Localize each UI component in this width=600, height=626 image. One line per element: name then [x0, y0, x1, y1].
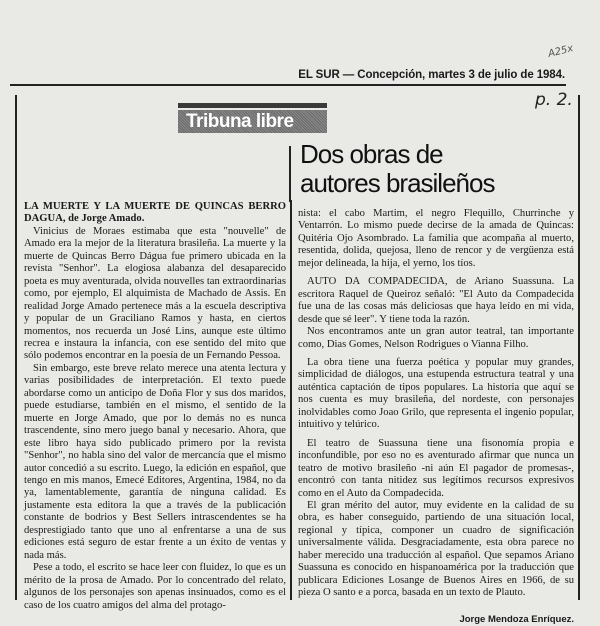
paragraph: nista: el cabo Martim, el negro Flequillo, Churrinche y Ventarrón. Lo mismo puede decirse de la amada de Quincas: Quitéria Ojo Asombrado. La familia que acompaña al muerto, resentida, dolida, quejosa, lleno de rencor y de vergüenza está mejor delineada, la hija, el yerno, los tíos. — [298, 208, 574, 269]
banner-bar — [178, 103, 327, 108]
article-title-line: autores brasileños — [300, 168, 495, 198]
frame-left-rule — [15, 95, 17, 600]
paragraph: El gran mérito del autor, muy evidente en la calidad de su obra, es haber conseguido, partiendo de una situación local, regional y típica, componer un cuadro de significación universalmente válida. Desgraciadamente, esta obra parece no haber merecido una traducción al español. Que sepamos Ariano Suassuna es conocido en hispanoamérica por la traducción que publicara Ediciones Losange de Buenos Aires en 1966, de su pieza O santo e a porca, basada en un texto de Plauto. — [298, 499, 574, 599]
paragraph: Pese a todo, el escrito se hace leer con fluidez, lo que es un mérito de la prosa de Amado. Por lo concentrado del relato, algunos de los personajes son apenas insinuados, como es el caso de los cuatro amigos del alma del protago- — [24, 562, 286, 611]
frame-right-rule — [578, 95, 580, 600]
column-divider — [290, 200, 292, 600]
title-rule — [289, 146, 291, 202]
paragraph: La obra tiene una fuerza poética y popular muy grandes, simplicidad de diálogos, una estupenda estructura teatral y una auténtica captación de tipos populares. La historia que aquí se nos cuenta es muy brasileña, del nordeste, con personajes inolvidables como Joao Grilo, que representa el ingenio popular, intuitivo y telúrico. — [298, 356, 574, 431]
left-column — [24, 201, 286, 612]
right-column — [298, 208, 574, 626]
review-heading: LA MUERTE Y LA MUERTE DE QUINCAS BERRO DAGUA, de Jorge Amado. — [24, 201, 286, 225]
paragraph: Vinicius de Moraes estimaba que esta "nouvelle" de Amado era la mejor de la literatura brasileña. La muerte y la muerte de Quincas Berro Dágua fue primero ubicada en la revista "Senhor". La elogiosa alabanza del desaparecido poeta es muy aventurada, olvida nouvelles tan extraordinarias como, por ejemplo, El alquimista de Machado de Assis. En realidad Jorge Amado pertenece más a la escuela descriptiva y popular de un Graciliano Ramos y hasta, en ciertos momentos, nos recuerda un José Lins, aunque este último recrea e instaura la infancia, con ese sentido del mito que sólo podemos encontrar en la poesía de un Fernando Pessoa. — [24, 225, 286, 362]
author-signature: Jorge Mendoza Enríquez. — [459, 613, 574, 625]
paragraph: Sin embargo, este breve relato merece una atenta lectura y varias posibilidades de interpretación. El texto puede abordarse como un anticipo de Doña Flor y sus dos maridos, puede estudiarse, también en el mismo, el sentido de la muerte en Jorge Amado, que por lo demás no es nunca trascendente, sino mero juego banal y necesario. Ahora, que este libro haya sido publicado primero por la revista "Senhor", no habla sino del valor de mercancía que el mismo autor concedió a su escrito. Luego, la edición en español, que tengo en mis manos, Emecé Editores, Argentina, 1984, no da ya, lamentablemente, garantía de ninguna calidad. Es justamente esta editora la que a través de la publicación constante de bodrios y Best Sellers intrascendentes se ha desprestigiado tanto que uno al enfrentarse a una de sus ediciones está seguro de estar frente a un éxito de ventas y nada más. — [24, 362, 286, 561]
handwritten-page-number: p. 2. — [535, 90, 573, 110]
paragraph: El teatro de Suassuna tiene una fisonomía propia e inconfundible, por eso no es aventurado afirmar que nunca un teatro de motivo brasileño -ni aún El pagador de promesas-, encontró con tanta nitidez sus legítimos recursos expresivos como en el Auto da Compadecida. — [298, 437, 574, 499]
section-banner — [178, 110, 327, 133]
paragraph: Nos encontramos ante un gran autor teatral, tan importante como, Dias Gomes, Nelson Rodrigues o Vianna Filho. — [298, 326, 574, 350]
paragraph: AUTO DA COMPADECIDA, de Ariano Suassuna. La escritora Raquel de Queiroz señaló: "El Auto da Compadecida fue una de las cosas más deliciosas que haya leído en mi vida, desde que sé leer". Y tiene toda la razón. — [298, 276, 574, 325]
handwritten-reference: A25x — [547, 43, 575, 60]
article-title-line: Dos obras de — [300, 139, 443, 169]
newspaper-dateline: EL SUR — Concepción, martes 3 de julio de 1984. — [298, 69, 565, 81]
article-title — [300, 140, 494, 198]
header-rule — [10, 84, 566, 86]
section-banner-label: Tribuna libre — [186, 111, 294, 132]
